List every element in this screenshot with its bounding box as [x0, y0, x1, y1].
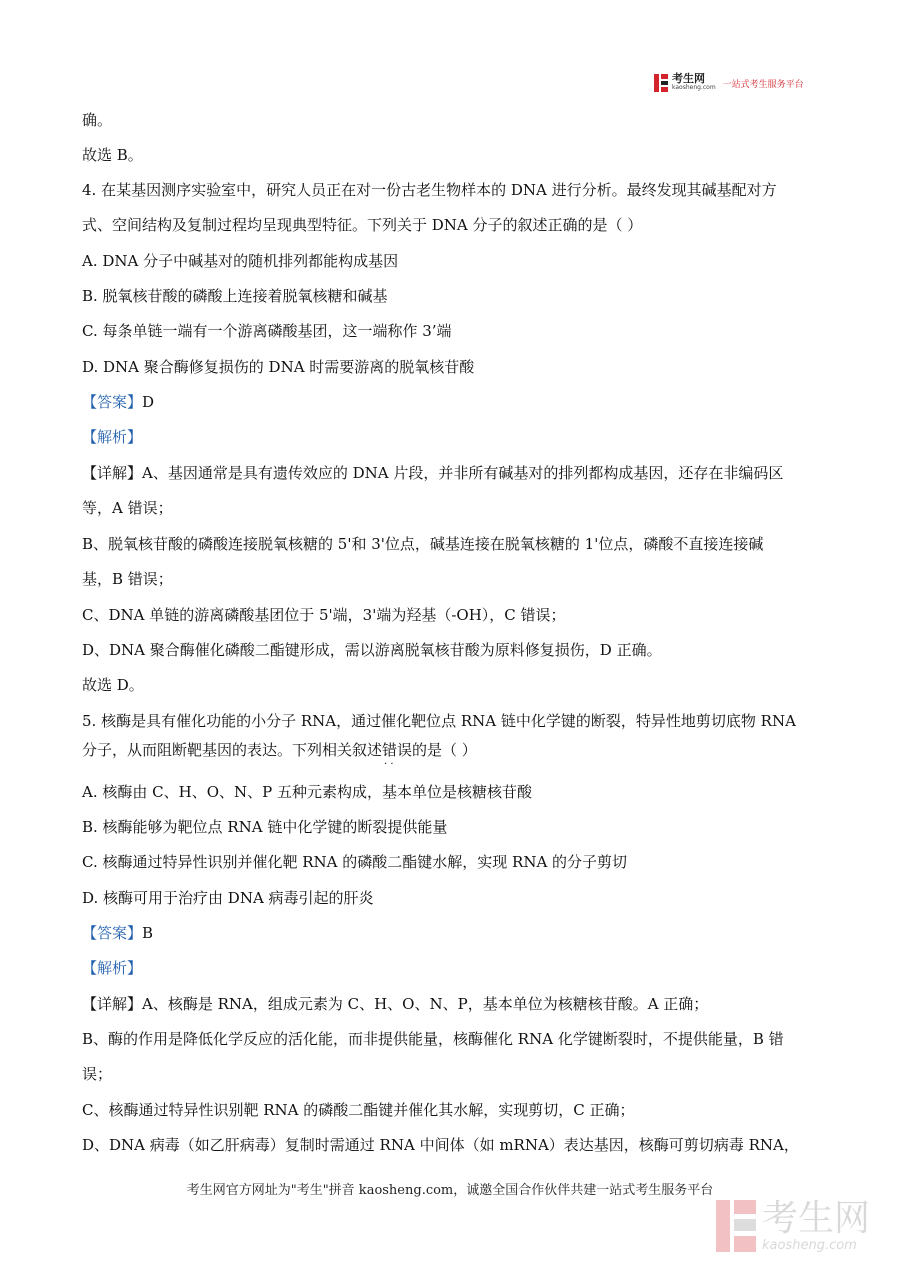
explanation-line: D、DNA 病毒（如乙肝病毒）复制时需通过 RNA 中间体（如 mRNA）表达基因，核酶可剪切病毒 RNA，	[82, 1136, 799, 1154]
watermark-logo-icon	[716, 1200, 756, 1252]
option-b: B. 核酶能够为靶位点 RNA 链中化学键的断裂提供能量	[82, 818, 448, 836]
emphasis-dots: 错误 · ·	[382, 741, 412, 759]
logo-domain: kaosheng.com	[672, 84, 716, 91]
option-b: B. 脱氧核苷酸的磷酸上连接着脱氧核糖和碱基	[82, 287, 388, 305]
header-logo	[654, 73, 804, 93]
analysis-tag	[82, 958, 142, 978]
question-5-stem: 5. 核酶是具有催化功能的小分子 RNA，通过催化靶位点 RNA 链中化学键的断裂，特异性地剪切底物 RNA	[82, 712, 796, 730]
explanation-line: 等，A 错误；	[82, 499, 173, 517]
explanation-line: 误；	[82, 1065, 113, 1083]
kaosheng-logo-icon	[654, 74, 668, 92]
option-a: A. DNA 分子中碱基对的随机排列都能构成基因	[82, 252, 399, 270]
answer-line	[82, 392, 154, 412]
explanation-line: 【详解】A、核酶是 RNA，组成元素为 C、H、O、N、P，基本单位为核糖核苷酸。A 正确；	[82, 995, 709, 1013]
watermark-domain: kaosheng.com	[762, 1238, 857, 1253]
question-4-stem-cont: 式、空间结构及复制过程均呈现典型特征。下列关于 DNA 分子的叙述正确的是（ ）	[82, 216, 643, 234]
watermark	[716, 1196, 870, 1256]
explanation-line: D、DNA 聚合酶催化磷酸二酯键形成，需以游离脱氧核苷酸为原料修复损伤，D 正确。	[82, 641, 662, 659]
explanation-line: C、核酶通过特异性识别靶 RNA 的磷酸二酯键并催化其水解，实现剪切，C 正确；	[82, 1101, 635, 1119]
explanation-line: 【详解】A、基因通常是具有遗传效应的 DNA 片段，并非所有碱基对的排列都构成基因，还存在非编码区	[82, 464, 784, 482]
text-line: 故选 B。	[82, 146, 143, 164]
answer-tag: 【答案】	[82, 924, 143, 942]
logo-name: 考生网	[672, 72, 705, 85]
option-d: D. DNA 聚合酶修复损伤的 DNA 时需要游离的脱氧核苷酸	[82, 358, 475, 376]
answer-line	[82, 923, 153, 943]
logo-slogan: 一站式考生服务平台	[722, 79, 804, 90]
text-line: 确。	[82, 111, 113, 129]
option-c: C. 核酶通过特异性识别并催化靶 RNA 的磷酸二酯键水解，实现 RNA 的分子剪切	[82, 853, 628, 871]
explanation-line: B、酶的作用是降低化学反应的活化能，而非提供能量，核酶催化 RNA 化学键断裂时，不提供能量，B 错	[82, 1030, 784, 1048]
explanation-line: C、DNA 单链的游离磷酸基团位于 5'端，3'端为羟基（-OH），C 错误；	[82, 606, 566, 624]
explanation-line: 基，B 错误；	[82, 570, 173, 588]
question-4-stem: 4. 在某基因测序实验室中，研究人员正在对一份古老生物样本的 DNA 进行分析。最终发现其碱基配对方	[82, 181, 777, 199]
watermark-name: 考生网	[762, 1198, 871, 1239]
answer-tag: 【答案】	[82, 393, 143, 411]
option-d: D. 核酶可用于治疗由 DNA 病毒引起的肝炎	[82, 889, 374, 907]
analysis-label: 【解析】	[82, 428, 143, 446]
analysis-tag	[82, 427, 142, 447]
text-line: 故选 D。	[82, 676, 144, 694]
analysis-label: 【解析】	[82, 959, 143, 977]
option-c: C. 每条单链一端有一个游离磷酸基团，这一端称作 3’端	[82, 322, 452, 340]
answer-value: B	[142, 924, 154, 942]
option-a: A. 核酶由 C、H、O、N、P 五种元素构成，基本单位是核糖核苷酸	[82, 783, 532, 801]
page-footer: 考生网官方网址为"考生"拼音 kaosheng.com，诚邀全国合作伙伴共建一站式考生服务平台	[186, 1183, 714, 1198]
explanation-line: B、脱氧核苷酸的磷酸连接脱氧核糖的 5'和 3'位点，碱基连接在脱氧核糖的 1'位点，磷酸不直接连接碱	[82, 535, 764, 553]
question-5-stem-cont: 分子，从而阻断靶基因的表达。下列相关叙述错误 · ·的是（ ）	[82, 740, 477, 760]
answer-value: D	[142, 393, 155, 411]
